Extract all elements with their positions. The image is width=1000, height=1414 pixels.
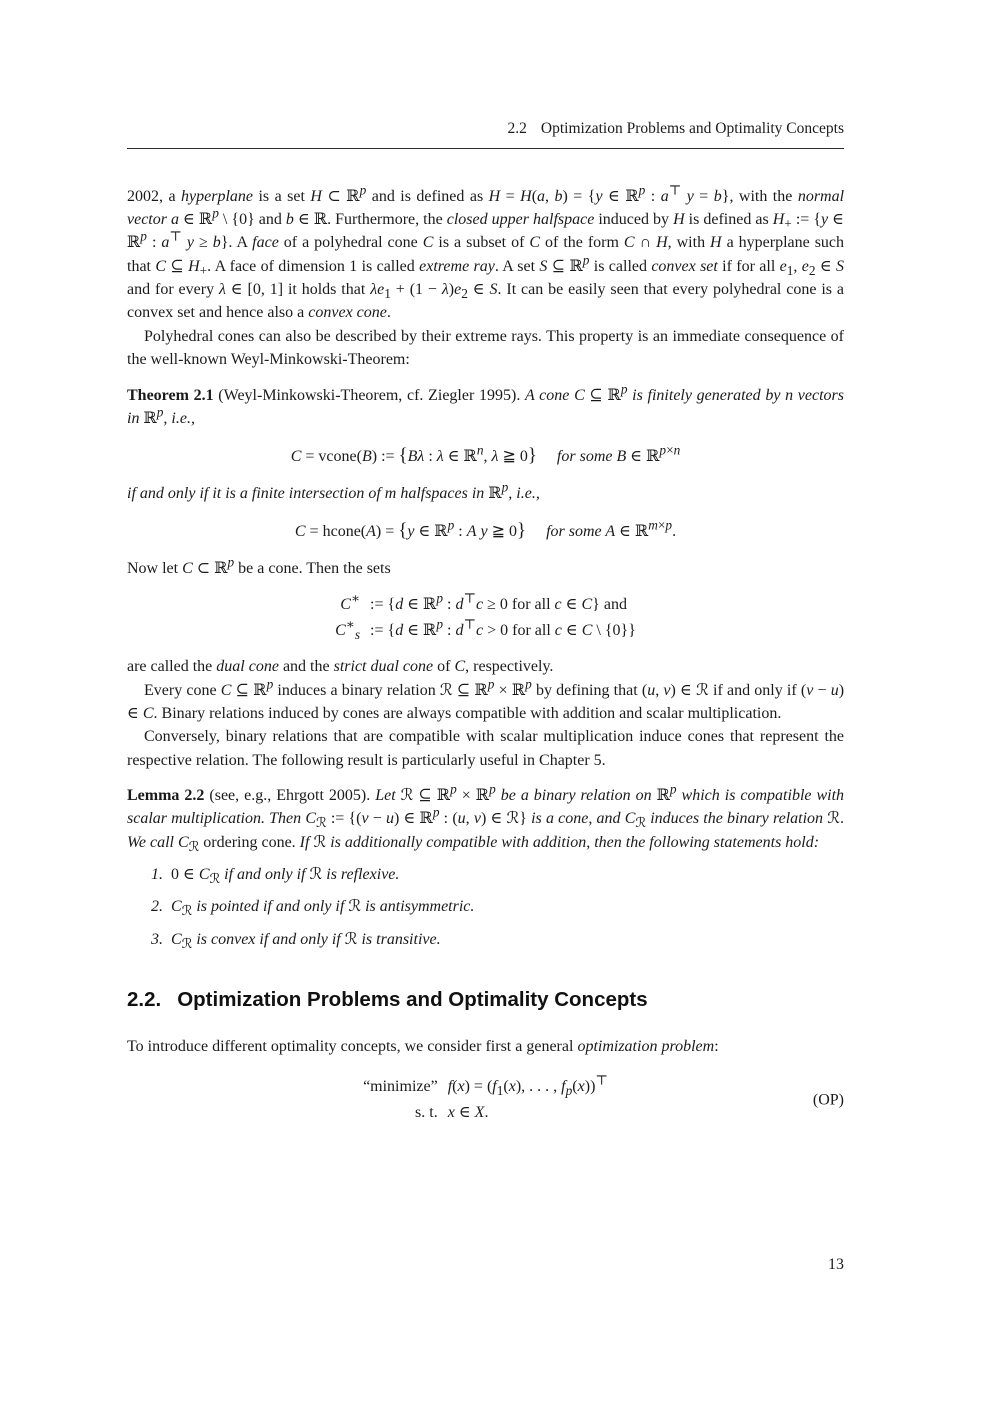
theorem-2-1-block: [127, 381, 844, 545]
op-subject-to-label: s. t.: [415, 1104, 438, 1122]
dual-cone-grid: [335, 592, 636, 643]
theorem-2-1-head: [127, 381, 844, 431]
dual-cone-lhs: C∗: [340, 590, 361, 614]
running-header: [127, 118, 844, 149]
running-header-title: Optimization Problems and Optimality Concepts: [540, 120, 844, 137]
section-heading-title: Optimization Problems and Optimality Concepts: [177, 988, 648, 1012]
op-equation-grid: [363, 1074, 608, 1125]
equation-vcone: C = vcone(B) := {Bλ : λ ∈ ℝ$^n$, λ ≧ 0} for some B ∈ ℝ$^{p\times n}$: [290, 442, 681, 467]
paragraph-conversely: Conversely, binary relations that are compatible with scalar multiplication induce cones that represent the respective relation. The following result is particularly useful in Chapter 5.: [127, 728, 844, 769]
lemma-item-antisymmetric: 2. $C_ℛ$ is pointed if and only if ℛ is antisymmetric.: [151, 898, 475, 919]
paragraph-now-let-cone: Now let C ⊂ ℝ$^p$ be a cone. Then the sets: [127, 554, 391, 577]
paragraph-intro-optimization: To introduce different optimality concepts, we consider first a general optimization problem:: [127, 1038, 719, 1056]
section-heading: [127, 985, 844, 1015]
strict-dual-cone-rhs: := {d ∈ ℝ$^p$ : d⊤c > 0 for all c ∈ C \ {0}}: [370, 616, 636, 639]
content-column: [127, 118, 844, 1142]
lemma-item-reflexive: 1. 0 ∈ $C_ℛ$ if and only if ℛ is reflexive.: [151, 866, 400, 887]
running-header-section-number: 2.2: [507, 120, 527, 137]
dual-cone-equations: [127, 592, 844, 643]
theorem-middle-text: if and only if it is a finite intersection of m halfspaces in ℝ$^p$, i.e.,: [127, 479, 540, 502]
op-constraint: x ∈ X.: [447, 1104, 489, 1122]
lemma-item-transitive: 3. $C_ℛ$ is convex if and only if ℛ is transitive.: [151, 930, 441, 951]
lemma-2-2-block: [127, 781, 845, 951]
dual-cone-rhs: := {d ∈ ℝ$^p$ : d⊤c ≥ 0 for all c ∈ C} and: [370, 590, 627, 614]
lemma-statement-list: [127, 863, 844, 951]
op-equation-tag: (OP): [812, 1091, 844, 1109]
strict-dual-cone-lhs: $C^∗_s$: [335, 616, 361, 642]
op-objective: $f(x) = (f_1(x)$, . . . , $f_p(x))^⊤$: [447, 1073, 608, 1099]
lemma-label: Lemma 2.2: [127, 787, 205, 805]
lemma-2-2-head: [127, 781, 845, 854]
op-minimize-label: “minimize”: [363, 1078, 438, 1096]
theorem-intro: A cone C ⊆ ℝ$^p$ is finitely generated by n vectors in ℝ$^p$, i.e.,: [127, 381, 844, 427]
paragraph-binary-relation: Every cone C ⊆ ℝ$^p$ induces a binary relation ℛ ⊆ ℝ$^p$ × ℝ$^p$ by defining that (u, v) ∈ ℛ if and only if (v − u) ∈ C. Binary relations induced by cones are always compatible with addition and scalar multiplication.: [127, 676, 845, 722]
page-number: 13: [828, 1256, 844, 1273]
lemma-note: (see, e.g., Ehrgott 2005).: [204, 787, 376, 805]
optimization-problem-display: [127, 1074, 844, 1125]
paragraph-hyperplane-definitions: 2002, a hyperplane is a set H ⊂ ℝ$^p$ and is defined as H = H(a, b) = {y ∈ ℝ$^p$ : a⊤ y = b}, with the normal vector a ∈ ℝ$^p$ \ {0} and b ∈ ℝ. Furthermore, the closed upper halfspace induced by H is defined as $H_+$ := {y ∈ ℝ$^p$ : a⊤ y ≥ b}. A face of a polyhedral cone C is a subset of C of the form C ∩ H, with H a hyperplane such that C ⊆ $H_+$. A face of dimension 1 is called extreme ray. A set S ⊆ ℝ$^p$ is called convex set if for all $e_1$, $e_2$ ∈ S and for every λ ∈ [0, 1] it holds that $\lambda e_1 + (1 - \lambda)e_2$ ∈ S. It can be easily seen that every polyhedral cone is a convex set and hence also a convex cone.: [127, 182, 845, 322]
section-heading-number: 2.2.: [127, 988, 162, 1012]
equation-hcone: C = hcone(A) = {y ∈ ℝ$^p$ : A y ≧ 0} for some A ∈ ℝ$^{m\times p}$.: [294, 517, 677, 542]
theorem-note: (Weyl-Minkowski-Theorem, cf. Ziegler 1995).: [213, 386, 525, 404]
paragraph-polyhedral-cones: Polyhedral cones can also be described by their extreme rays. This property is an immediate consequence of the well-known Weyl-Minkowski-Theorem:: [127, 327, 844, 369]
theorem-label: Theorem 2.1: [127, 386, 214, 404]
paragraph-dual-cone-names: are called the dual cone and the strict dual cone of C, respectively.: [127, 658, 554, 676]
lemma-text: Let ℛ ⊆ ℝ$^p$ × ℝ$^p$ be a binary relation on ℝ$^p$ which is compatible with scalar multiplication. Then $C_ℛ$ := {(v − u) ∈ ℝ$^p$ : (u, v) ∈ ℛ} is a cone, and $C_ℛ$ induces the binary relation ℛ. We call $C_ℛ$ ordering cone. If ℛ is additionally compatible with addition, then the following statements hold:: [127, 781, 845, 854]
